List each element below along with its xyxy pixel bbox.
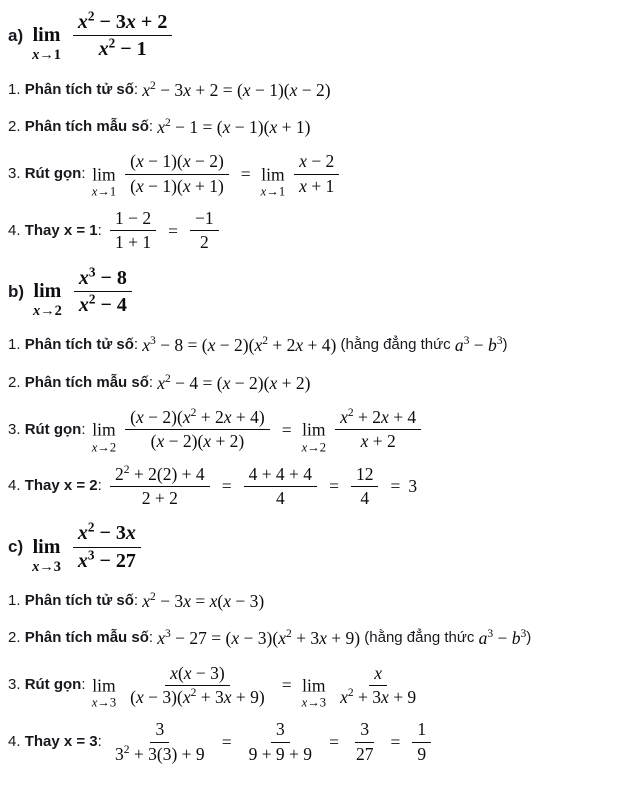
fraction-denominator: (x − 1)(x + 1) bbox=[130, 175, 224, 196]
step-text: 2. bbox=[8, 629, 25, 647]
fraction-numerator: $x^2 + 2x + 4$ bbox=[335, 407, 421, 430]
solution-step bbox=[8, 114, 626, 140]
fraction-denominator: 9 + 9 + 9 bbox=[248, 743, 313, 764]
limit-operator bbox=[302, 421, 326, 454]
limit-subscript: x→2 bbox=[91, 439, 117, 454]
fraction bbox=[351, 464, 379, 510]
lim-word: lim bbox=[261, 163, 285, 184]
step-label: Phân tích mẫu số bbox=[24, 117, 149, 135]
lim-word: lim bbox=[302, 419, 326, 440]
equals-sign: = bbox=[281, 675, 292, 696]
step-text: (hằng đẳng thức bbox=[336, 336, 455, 354]
limit-subscript: x→1 bbox=[91, 184, 117, 199]
equals-sign: = bbox=[390, 732, 401, 752]
step-label: Rút gọn bbox=[24, 420, 82, 438]
limit-operator bbox=[33, 281, 62, 318]
fraction-numerator: $x^3 - 8$ bbox=[74, 266, 132, 292]
solution-step bbox=[8, 332, 626, 358]
solution-step bbox=[8, 77, 626, 103]
fraction bbox=[244, 464, 318, 510]
step-text: ) bbox=[526, 629, 532, 647]
lim-word: lim bbox=[92, 675, 116, 696]
step-text: : bbox=[81, 676, 90, 694]
solution-step bbox=[8, 663, 626, 709]
step-text: : bbox=[81, 164, 90, 182]
fraction-numerator: 12 bbox=[351, 464, 379, 487]
problem-header bbox=[8, 521, 626, 573]
fraction-denominator: 2 bbox=[199, 232, 209, 253]
fraction-numerator: $2^2 + 2(2) + 4$ bbox=[110, 464, 210, 487]
problem-header bbox=[8, 266, 626, 318]
step-label: Phân tích mẫu số bbox=[24, 629, 149, 647]
step-label: Thay x = 1 bbox=[24, 221, 98, 239]
step-text: : bbox=[148, 373, 158, 391]
step-text: 1. bbox=[8, 336, 25, 354]
fraction-numerator: $x^2 - 3x + 2$ bbox=[73, 10, 172, 36]
limit-subscript: x→3 bbox=[91, 695, 117, 710]
equals-sign: = bbox=[329, 732, 339, 752]
step-label: Phân tích tử số bbox=[24, 591, 134, 609]
limit-subscript: x→1 bbox=[32, 47, 61, 64]
solution-step bbox=[8, 719, 626, 765]
fraction-denominator: $3^2 + 3(3) + 9$ bbox=[115, 743, 205, 764]
fraction-denominator: $x^3 - 27$ bbox=[77, 547, 136, 572]
solution-step bbox=[8, 588, 626, 614]
step-text: 3. bbox=[8, 676, 25, 694]
math-expression: $x^2 - 3x + 2 = (x - 1)(x - 2)$ bbox=[142, 79, 331, 100]
solution-step bbox=[8, 464, 626, 510]
fraction bbox=[412, 719, 431, 765]
fraction-numerator: x(x − 3) bbox=[165, 663, 230, 686]
step-text: ) bbox=[502, 336, 508, 354]
step-label: Phân tích tử số bbox=[24, 336, 134, 354]
equals-sign: = bbox=[168, 220, 178, 241]
limit-subscript: x→2 bbox=[33, 303, 62, 320]
step-text: 2. bbox=[8, 117, 25, 135]
lim-word: lim bbox=[92, 419, 116, 440]
step-text: : bbox=[97, 477, 106, 495]
fraction-numerator: −1 bbox=[190, 208, 219, 231]
limit-operator bbox=[261, 165, 285, 198]
equals-sign: = bbox=[221, 732, 232, 752]
equals-sign: = bbox=[240, 164, 251, 184]
step-text: : bbox=[81, 420, 90, 438]
problem-header bbox=[8, 10, 626, 62]
fraction bbox=[73, 521, 141, 573]
step-label: Phân tích mẫu số bbox=[24, 373, 149, 391]
fraction bbox=[110, 719, 210, 765]
fraction-numerator: $(x - 2)(x^2 + 2x + 4)$ bbox=[125, 407, 270, 430]
solution-step bbox=[8, 407, 626, 453]
fraction-numerator: 3 bbox=[271, 719, 290, 742]
math-expression: $x^2 - 4 = (x - 2)(x + 2)$ bbox=[157, 372, 311, 393]
fraction-denominator: $(x - 3)(x^2 + 3x + 9)$ bbox=[130, 686, 265, 707]
fraction-numerator: x − 2 bbox=[294, 151, 339, 174]
limit-operator bbox=[32, 25, 61, 62]
step-label: Thay x = 2 bbox=[24, 477, 98, 495]
equals-sign: = bbox=[390, 476, 401, 497]
problem bbox=[8, 266, 626, 510]
problem-label: c) bbox=[8, 537, 24, 557]
problem-label: a) bbox=[8, 25, 24, 45]
step-text: : bbox=[133, 591, 143, 609]
solution-step bbox=[8, 625, 626, 651]
step-text: 2. bbox=[8, 373, 25, 391]
math-expression: $x^3 - 27 = (x - 3)(x^2 + 3x + 9)$ bbox=[157, 628, 361, 649]
step-text: : bbox=[97, 221, 106, 239]
fraction bbox=[110, 208, 156, 254]
solution-step bbox=[8, 151, 626, 197]
step-text: (hằng đẳng thức bbox=[360, 629, 479, 647]
fraction bbox=[244, 719, 318, 765]
problem bbox=[8, 10, 626, 254]
fraction-numerator: (x − 1)(x − 2) bbox=[125, 151, 229, 174]
limit-operator bbox=[92, 165, 116, 198]
step-text: : bbox=[148, 629, 158, 647]
step-text: 1. bbox=[8, 591, 25, 609]
fraction bbox=[294, 151, 339, 197]
limit-subscript: x→1 bbox=[260, 184, 286, 199]
math-expression: $x^2 - 3x = x(x - 3)$ bbox=[142, 591, 265, 612]
step-label: Thay x = 3 bbox=[24, 732, 98, 750]
equals-sign: = bbox=[281, 419, 292, 440]
limit-subscript: x→2 bbox=[301, 439, 327, 454]
step-label: Rút gọn bbox=[24, 164, 82, 182]
fraction bbox=[73, 10, 172, 62]
fraction bbox=[351, 719, 379, 765]
problem-label: b) bbox=[8, 281, 25, 301]
limit-operator bbox=[302, 676, 326, 709]
fraction-numerator: 3 bbox=[355, 719, 374, 742]
limit-operator bbox=[32, 537, 61, 574]
solution-step bbox=[8, 370, 626, 396]
fraction bbox=[335, 663, 421, 709]
fraction bbox=[125, 407, 270, 453]
step-text: 1. bbox=[8, 80, 25, 98]
step-text: : bbox=[133, 80, 143, 98]
math-expression: $x^2 - 1 = (x - 1)(x + 1)$ bbox=[157, 117, 311, 138]
limit-operator bbox=[92, 676, 116, 709]
limit-operator bbox=[92, 421, 116, 454]
problem bbox=[8, 521, 626, 765]
limit-subscript: x→3 bbox=[32, 558, 61, 575]
lim-word: lim bbox=[33, 280, 62, 303]
equals-sign: = bbox=[329, 476, 339, 497]
fraction-denominator: x + 2 bbox=[360, 431, 396, 452]
fraction-numerator: 1 − 2 bbox=[110, 208, 156, 231]
limit-subscript: x→3 bbox=[301, 695, 327, 710]
math-expression: $a^3 - b^3$ bbox=[454, 335, 503, 356]
fraction-numerator: 3 bbox=[150, 719, 169, 742]
fraction bbox=[74, 266, 132, 318]
lim-word: lim bbox=[32, 535, 61, 558]
math-expression: $a^3 - b^3$ bbox=[478, 628, 527, 649]
fraction-denominator: 4 bbox=[275, 487, 285, 508]
fraction-denominator: 2 + 2 bbox=[141, 487, 178, 508]
fraction-denominator: (x − 2)(x + 2) bbox=[150, 431, 245, 452]
lim-word: lim bbox=[302, 675, 326, 696]
step-text: 3. bbox=[8, 164, 25, 182]
step-text: 4. bbox=[8, 477, 25, 495]
fraction-denominator: 4 bbox=[360, 487, 370, 508]
fraction-denominator: $x^2 - 4$ bbox=[78, 291, 127, 317]
fraction-numerator: $x^2 - 3x$ bbox=[73, 521, 141, 547]
step-text: : bbox=[133, 336, 143, 354]
fraction-denominator: 1 + 1 bbox=[115, 232, 152, 253]
lim-word: lim bbox=[32, 24, 61, 47]
fraction-numerator: x bbox=[369, 663, 387, 686]
step-text: : bbox=[148, 117, 158, 135]
fraction-denominator: $x^2 - 1$ bbox=[98, 35, 147, 61]
fraction bbox=[110, 464, 210, 510]
fraction-denominator: 9 bbox=[417, 743, 427, 764]
fraction bbox=[335, 407, 421, 453]
step-label: Rút gọn bbox=[24, 676, 82, 694]
fraction-denominator: $x^2 + 3x + 9$ bbox=[340, 686, 417, 707]
step-text: 4. bbox=[8, 221, 25, 239]
fraction-denominator: 27 bbox=[355, 743, 374, 764]
fraction bbox=[125, 663, 270, 709]
math-expression: 3 bbox=[408, 476, 418, 497]
fraction bbox=[125, 151, 229, 197]
fraction-numerator: 1 bbox=[412, 719, 431, 742]
fraction-denominator: x + 1 bbox=[299, 175, 335, 196]
step-text: 4. bbox=[8, 732, 25, 750]
lim-word: lim bbox=[92, 163, 116, 184]
fraction bbox=[190, 208, 219, 254]
solution-step bbox=[8, 208, 626, 254]
step-label: Phân tích tử số bbox=[24, 80, 134, 98]
math-expression: $x^3 - 8 = (x - 2)(x^2 + 2x + 4)$ bbox=[142, 335, 337, 356]
step-text: : bbox=[97, 732, 106, 750]
step-text: 3. bbox=[8, 420, 25, 438]
equals-sign: = bbox=[221, 476, 232, 497]
fraction-numerator: 4 + 4 + 4 bbox=[244, 464, 318, 487]
